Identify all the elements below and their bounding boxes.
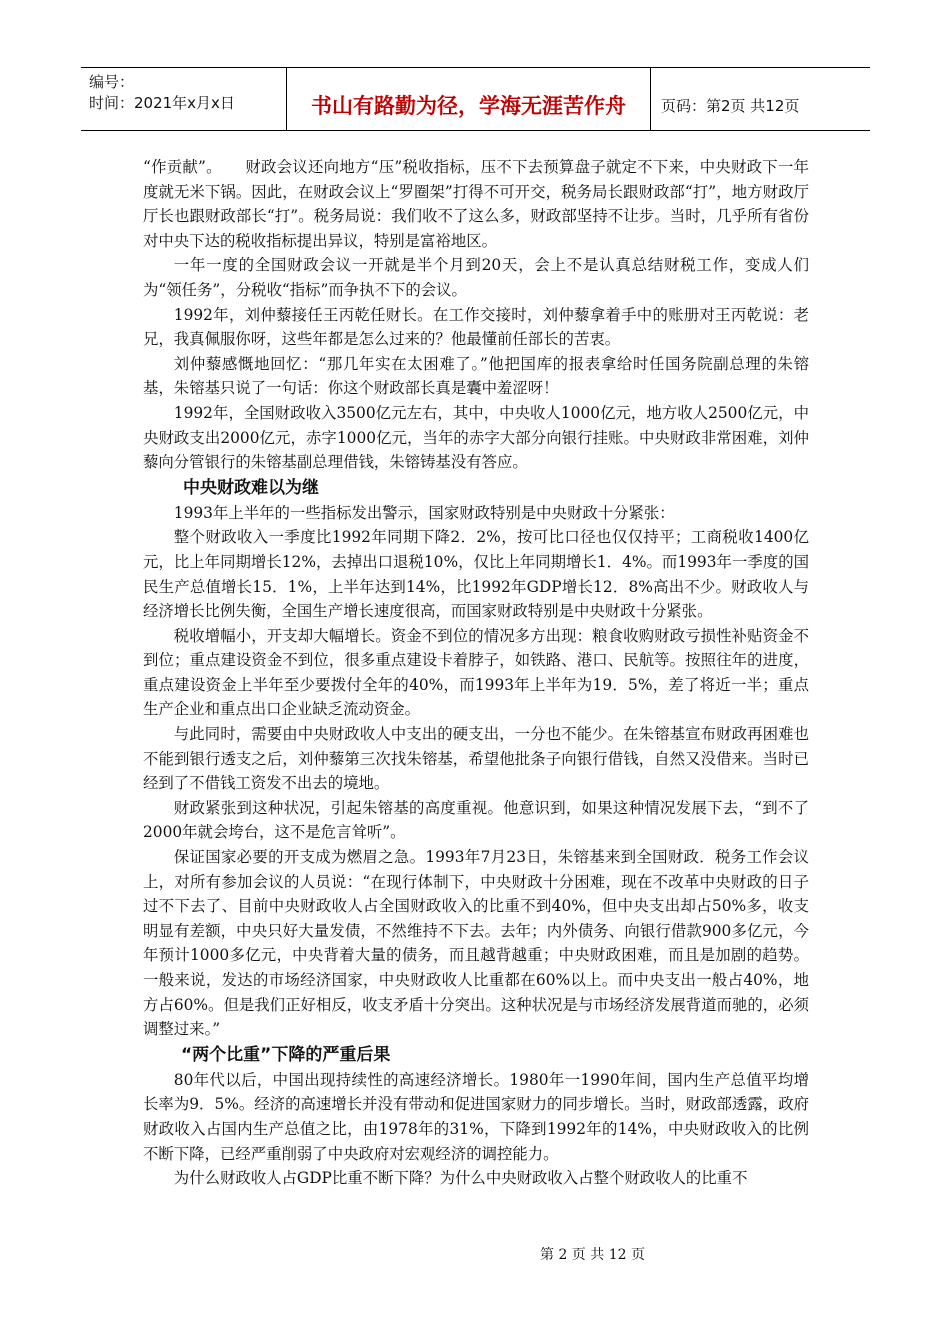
header-page-info: 页码：第2页 共12页	[661, 96, 800, 115]
paragraph: 一年一度的全国财政会议一开就是半个月到20天，会上不是认真总结财税工作，变成人们为“领任务”，分税收“指标”而争执不下的会议。	[143, 256, 809, 299]
footer-page-number: 第 2 页 共 12 页	[540, 1247, 645, 1263]
header-meta	[81, 68, 286, 130]
paragraph: 财政紧张到这种状况，引起朱镕基的高度重视。他意识到，如果这种情况发展下去，“到不了2000年就会垮台，这不是危言耸听”。	[143, 798, 809, 842]
section-heading: 中央财政难以为继	[183, 477, 319, 498]
header-motto: 书山有路勤为径，学海无涯苦作舟	[286, 68, 651, 130]
paragraph: 保证国家必要的开支成为燃眉之急。1993年7月23日，朱镕基来到全国财政．税务工作会议上，对所有参加会议的人员说：“在现行体制下，中央财政十分困难，现在不改革中央财政的日子过不下去了、目前中央财政收人占全国财政收入的比重不到40%，但中央支出却占50%多，收支明显有差额，中央只好大量发债，不然维持不下去。去年；内外债务、向银行借款900多亿元，今年预计1000多亿元，中央背着大量的债务，而且越背越重；中央财政困难，而且是加剧的趋势。一般来说，发达的市场经济国家，中央财政收人比重都在60%以上。而中央支出一般占40%，地方占60%。但是我们正好相反，收支矛盾十分突出。这种状况是与市场经济发展背道而驰的，必须调整过来。”	[143, 848, 809, 1039]
section-heading: “两个比重”下降的严重后果	[181, 1044, 391, 1065]
paragraph: “作贡献”。 财政会议还向地方“压”税收指标，压不下去预算盘子就定不下来，中央财政下一年度就无米下锅。因此，在财政会议上“罗圈架”打得不可开交，税务局长跟财政部“打”，地方财政厅厅长也跟财政部长“打”。税务局说：我们收不了这么多，财政部坚持不让步。当时，几乎所有省份对中央下达的税收指标提出异议，特别是富裕地区。	[143, 158, 809, 250]
paragraph: 与此同时，需要由中央财政收人中支出的硬支出，一分也不能少。在朱镕基宣布财政再困难也不能到银行透支之后，刘仲藜第三次找朱镕基，希望他批条子向银行借钱，自然又没借来。当时已经到了不借钱工资发不出去的境地。	[143, 725, 809, 793]
page-header	[81, 67, 870, 131]
paragraph: 税收增幅小，开支却大幅增长。资金不到位的情况多方出现：粮食收购财政亏损性补贴资金不到位；重点建设资金不到位，很多重点建设卡着脖子，如铁路、港口、民航等。按照往年的进度，重点建设资金上半年至少要拨付全年的40%，而1993年上半年为19．5%，差了将近一半；重点生产企业和重点出口企业缺乏流动资金。	[143, 626, 809, 719]
document-number-label: 编号：	[89, 73, 135, 91]
document-time-label: 时间：2021年x月x日	[89, 94, 235, 112]
paragraph: 刘仲藜感慨地回忆：“那几年实在太困难了。”他把国库的报表拿给时任国务院副总理的朱镕基，朱镕基只说了一句话：你这个财政部长真是囊中羞涩呀！	[143, 354, 809, 398]
paragraph: 1992年，刘仲藜接任王丙乾任财长。在工作交接时，刘仲藜拿着手中的账册对王丙乾说：老兄，我真佩服你呀，这些年都是怎么过来的？他最懂前任部长的苦衷。	[143, 305, 809, 349]
paragraph: 1992年，全国财政收入3500亿元左右，其中，中央收人1000亿元，地方收人2500亿元，中央财政支出2000亿元，赤字1000亿元，当年的赤字大部分向银行挂账。中央财政非常困难，刘仲藜向分管银行的朱镕基副总理借钱，朱镕铸基没有答应。	[143, 403, 809, 472]
paragraph: 80年代以后，中国出现持续性的高速经济增长。1980年一1990年间，国内生产总值平均增长率为9．5%。经济的高速增长并没有带动和促进国家财力的同步增长。当时，财政部透露，政府财政收入占国内生产总值之比，由1978年的31%，下降到1992年的14%，中央财政收入的比例不断下降，已经严重削弱了中央政府对宏观经济的调控能力。	[143, 1070, 809, 1163]
paragraph: 为什么财政收人占GDP比重不断下降？为什么中央财政收入占整个财政收人的比重不	[173, 1169, 748, 1188]
document-body	[143, 155, 809, 1191]
paragraph: 1993年上半年的一些指标发出警示，国家财政特别是中央财政十分紧张：	[173, 503, 675, 522]
paragraph: 整个财政收入一季度比1992年同期下降2．2%，按可比口径也仅仅持平；工商税收1400亿元，比上年同期增长12%，去掉出口退税10%，仅比上年同期增长1．4%。而1993年一季度的国民生产总值增长15．1%，上半年达到14%，比1992年GDP增长12．8%高出不少。财政收人与经济增长比例失衡，全国生产增长速度很高，而国家财政特别是中央财政十分紧张。	[143, 528, 809, 621]
